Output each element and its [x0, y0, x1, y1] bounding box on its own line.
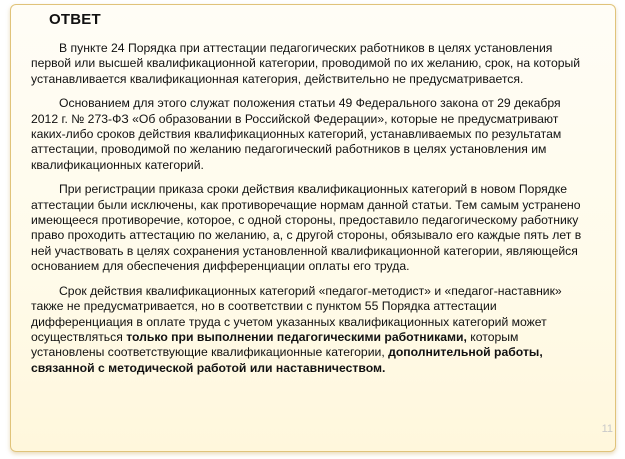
- slide-content: [31, 11, 591, 376]
- paragraph-4: [31, 284, 591, 376]
- paragraph-4-text-1: Срок действия квалификационных категорий «педагог-методист» и «педагог-наставник» также не предусматривается, но в соответствии с пунктом 55 Порядка аттестации дифференциация в оплате труда с учетом указанных квалификационных категорий может осуществляться: [31, 283, 562, 344]
- paragraph-1: В пункте 24 Порядка при аттестации педагогических работников в целях установления первой или высшей квалификационной категории, проводимой по их желанию, срок, на который устанавливается квалификационная категория, действительно не предусматривается.: [31, 41, 581, 86]
- paragraph-2: Основанием для этого служат положения статьи 49 Федерального закона от 29 декабря 2012 г. № 273-ФЗ «Об образовании в Российской Федерации», которые не предусматривают каких-либо сроков действия квалификационных категорий, устанавливаемых по результатам аттестации, проводимой по желанию педагогический работников в целях установления им квалификационных категорий.: [31, 96, 562, 172]
- paragraph-4-text-2: которым установлены соответствующие квалификационные категории,: [31, 329, 519, 360]
- page-number: 11: [601, 423, 613, 435]
- slide-heading: ОТВЕТ: [49, 11, 101, 28]
- paragraph-3: При регистрации приказа сроки действия квалификационных категорий в новом Порядке аттестации были исключены, как противоречащие нормам данной статьи. Тем самым устранено имеющееся противоречие, которое, с одной стороны, предоставило педагогическому работнику право проходить аттестацию по желанию, а, с другой стороны, обязывало его каждые пять лет в ней участвовать в целях сохранения установленной квалификационной категории, являющейся основанием для обеспечения дифференциации оплаты его труда.: [31, 182, 582, 274]
- paragraph-4-bold-2: дополнительной работы, связанной с методической работой или наставничеством.: [31, 345, 543, 375]
- paragraph-4-bold-1: только при выполнении педагогическими работниками,: [126, 329, 467, 344]
